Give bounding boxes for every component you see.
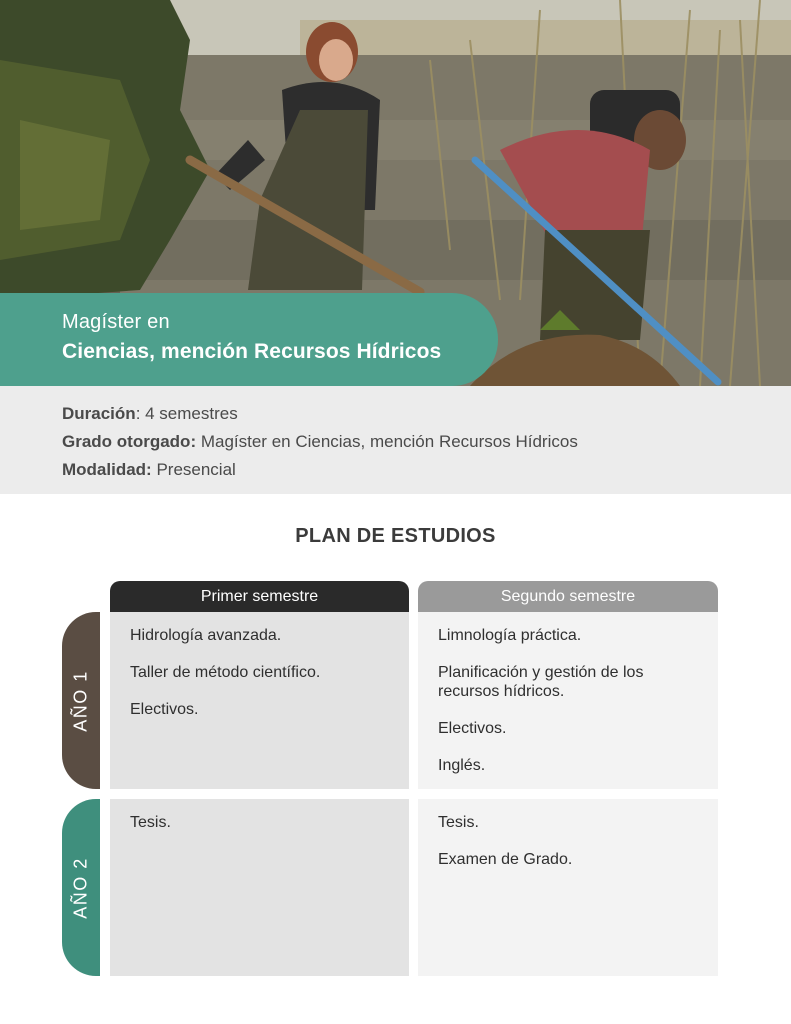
grado-label: Grado otorgado:: [62, 432, 197, 451]
year-label-1: AÑO 1: [70, 669, 91, 732]
course-item: Limnología práctica.: [438, 627, 582, 644]
program-info: [0, 386, 791, 494]
column-header-primer-semestre: Primer semestre: [110, 581, 409, 612]
grado-value: Magíster en Ciencias, mención Recursos Hídricos: [196, 432, 578, 451]
duracion-label: Duración: [62, 404, 136, 423]
course-item: Tesis.: [130, 814, 171, 831]
modalidad-label: Modalidad:: [62, 460, 152, 479]
cell-year1-sem2: [418, 612, 718, 789]
course-item: Tesis.: [438, 814, 479, 831]
course-item: Inglés.: [438, 757, 486, 774]
plan-title: PLAN DE ESTUDIOS: [295, 525, 496, 547]
info-grado: [62, 428, 791, 456]
course-item: Examen de Grado.: [438, 851, 573, 868]
year-label-2: AÑO 2: [70, 856, 91, 919]
program-title-name: Ciencias, mención Recursos Hídricos: [62, 340, 442, 363]
course-item: Planificación y gestión de los recursos hídricos.: [438, 664, 644, 700]
year-tab-2: [62, 799, 100, 976]
info-modalidad: [62, 456, 791, 484]
info-duracion: [62, 400, 791, 428]
cell-year1-sem1: [110, 612, 409, 789]
course-item: Taller de método científico.: [130, 664, 321, 681]
cell-year2-sem1: [110, 799, 409, 976]
duracion-value: : 4 semestres: [135, 404, 238, 423]
cell-year2-sem2: [418, 799, 718, 976]
modalidad-value: Presencial: [151, 460, 236, 479]
column-header-segundo-semestre: Segundo semestre: [418, 581, 718, 612]
program-title-banner: [0, 293, 498, 386]
course-item: Hidrología avanzada.: [130, 627, 282, 644]
course-item: Electivos.: [438, 720, 507, 737]
course-item: Electivos.: [130, 701, 199, 718]
year-tab-1: [62, 612, 100, 789]
program-title-prefix: Magíster en: [62, 311, 170, 333]
